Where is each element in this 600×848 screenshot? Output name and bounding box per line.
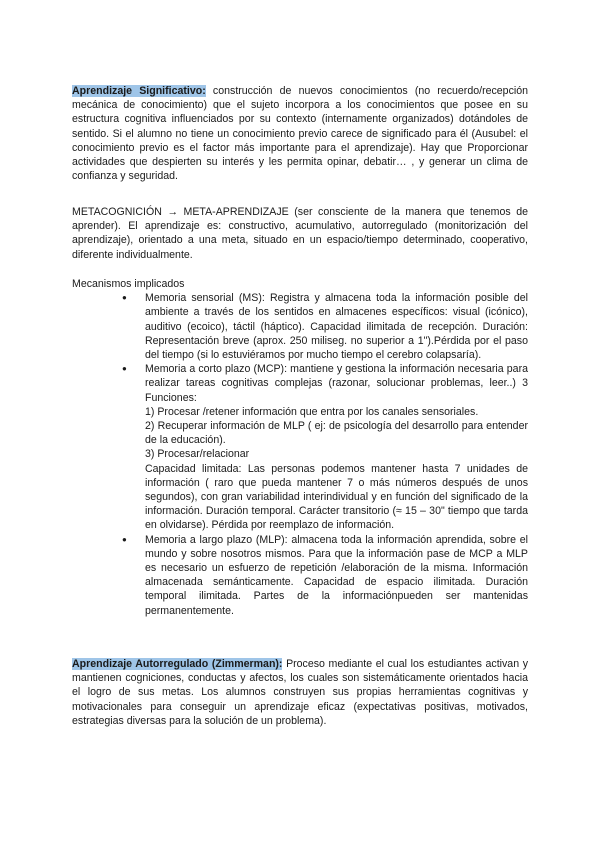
short-term-function-2: 2) Recuperar información de MLP ( ej: de psicología del desarrollo para entender de la educación).: [145, 420, 528, 447]
self-regulated-learning-body: Proceso mediante el cual los estudiantes activan y mantienen cogniciones, conductas y afectos, los cuales son sistemáticamente orientados hacia el logro de sus metas. Los alumnos construyen sus propias herramientas cognitivas y motivacionales para conseguir un aprendizaje eficaz (expectativas positivas, motivados, estrategias diversas para la solución de un problema).: [72, 658, 528, 727]
significant-learning-text: [72, 84, 528, 183]
metacognition-paragraph: [72, 205, 528, 262]
mechanisms-section: [72, 277, 528, 618]
significant-learning-heading: Aprendizaje Significativo:: [72, 85, 206, 97]
self-regulated-learning-heading: Aprendizaje Autorregulado (Zimmerman):: [72, 658, 283, 670]
sensory-memory-text: ● Memoria sensorial (MS): Registra y almacena toda la información posible del ambiente a través de los sentidos en almacenes específicos: visual (icónico), auditivo (ecoico), táctil (háptico). Capacidad ilimitada de recepción. Duración: Representación breve (aprox. 250 miliseg. no superior a 1").Pérdida por el paso del tiempo (si lo estuviéramos por mucho tiempo el cerebro colapsaría).: [145, 292, 528, 362]
short-term-memory-item: [72, 362, 528, 532]
short-term-capacity: Capacidad limitada: Las personas podemos mantener hasta 7 unidades de información ( raro que pueda mantener 7 o más números después de unos segundos), con gran variabilidad interindividual y en función del significado de la información. Duración temporal. Carácter transitorio (≈ 15 – 30" tiempo que tarda en olvidarse). Pérdida por reemplazo de información.: [145, 462, 528, 532]
metacognition-text: METACOGNICIÓN → META-APRENDIZAJE (ser consciente de la manera que tenemos de aprender). El aprendizaje es: constructivo, acumulativo, autorregulado (monitorización del aprendizaje), orientado a una meta, situado en un espacio/tiempo determinado, cooperativo, diferente individualmente.: [72, 206, 528, 261]
self-regulated-learning-paragraph: [72, 657, 528, 728]
self-regulated-learning-text: [72, 657, 528, 728]
short-term-function-3: 3) Procesar/relacionar: [145, 448, 250, 461]
long-term-memory-text: ● Memoria a largo plazo (MLP): almacena toda la información aprendida, sobre el mundo y sobre nosotros mismos. Para que la información pase de MCP a MLP es necesario un esfuerzo de repetición /elaboración de la misma. Información almacenada semánticamente. Capacidad de espacio ilimitada. Duración temporal ilimitada. Partes de la informaciónpueden ser mantenidas permanentemente.: [145, 533, 528, 617]
long-term-memory-item: [72, 533, 528, 618]
significant-learning-body: construcción de nuevos conocimientos (no recuerdo/recepción mecánica de conocimiento) que el sujeto incorpora a los conocimientos que posee en su estructura cognitiva influenciados por su contexto (internamente organizados) dotándoles de sentido. Si el alumno no tiene un conocimiento previo carece de significado para él (Ausubel: el conocimiento previo es el factor más importante para el aprendizaje). Hay que Proporcionar actividades que despierten su interés y les permita opinar, debatir… , y generar un clima de confianza y seguridad.: [72, 85, 529, 183]
mechanisms-title: Mecanismos implicados: [72, 278, 185, 290]
short-term-function-1: 1) Procesar /retener información que entra por los canales sensoriales.: [145, 405, 479, 418]
short-term-memory-intro: ● Memoria a corto plazo (MCP): mantiene y gestiona la información necesaria para realizar tareas cognitivas complejas (razonar, solucionar problemas, leer..) 3 Funciones:: [145, 363, 528, 404]
significant-learning-paragraph: [72, 84, 528, 183]
sensory-memory-item: [72, 291, 528, 362]
mechanisms-list: [72, 291, 528, 618]
